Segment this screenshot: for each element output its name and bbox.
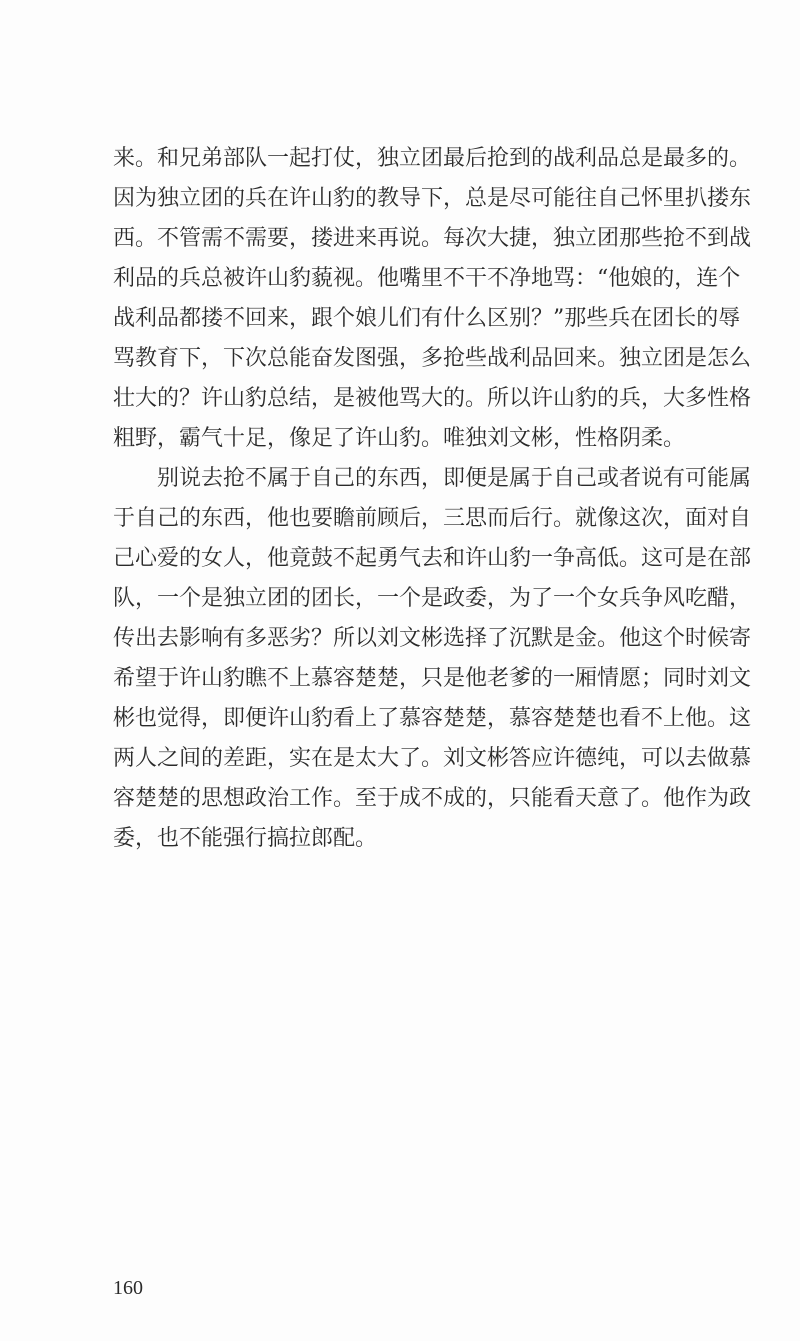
text-line: 传出去影响有多恶劣？所以刘文彬选择了沉默是金。他这个时候寄 (113, 626, 752, 651)
text-line: 希望于许山豹瞧不上慕容楚楚，只是他老爹的一厢情愿；同时刘文 (113, 666, 752, 691)
text-line: 粗野，霸气十足，像足了许山豹。唯独刘文彬，性格阴柔。 (113, 426, 686, 451)
body-text (113, 139, 763, 859)
text-line: 别说去抢不属于自己的东西，即便是属于自己或者说有可能属 (113, 466, 752, 491)
text-line: 西。不管需不需要，搂进来再说。每次大捷，独立团那些抢不到战 (113, 226, 752, 251)
text-line: 壮大的？许山豹总结，是被他骂大的。所以许山豹的兵，大多性格 (113, 386, 752, 411)
text-line: 队，一个是独立团的团长，一个是政委，为了一个女兵争风吃醋， (113, 586, 752, 611)
text-line: 因为独立团的兵在许山豹的教导下，总是尽可能往自己怀里扒搂东 (113, 186, 752, 211)
text-line: 两人之间的差距，实在是太大了。刘文彬答应许德纯，可以去做慕 (113, 746, 752, 771)
text-line: 来。和兄弟部队一起打仗，独立团最后抢到的战利品总是最多的。 (113, 146, 752, 171)
text-line: 彬也觉得，即便许山豹看上了慕容楚楚，慕容楚楚也看不上他。这 (113, 706, 752, 731)
text-line: 己心爱的女人，他竟鼓不起勇气去和许山豹一争高低。这可是在部 (113, 546, 752, 571)
text-line: 容楚楚的思想政治工作。至于成不成的，只能看天意了。他作为政 (113, 786, 752, 811)
text-line: 委，也不能强行搞拉郎配。 (113, 826, 378, 851)
text-line: 骂教育下，下次总能奋发图强，多抢些战利品回来。独立团是怎么 (113, 346, 752, 371)
text-line: 利品的兵总被许山豹藐视。他嘴里不干不净地骂：“他娘的，连个 (113, 266, 741, 291)
text-line: 战利品都搂不回来，跟个娘儿们有什么区别？”那些兵在团长的辱 (113, 306, 741, 331)
text-line: 于自己的东西，他也要瞻前顾后，三思而后行。就像这次，面对自 (113, 506, 752, 531)
page-number: 160 (113, 1277, 143, 1299)
